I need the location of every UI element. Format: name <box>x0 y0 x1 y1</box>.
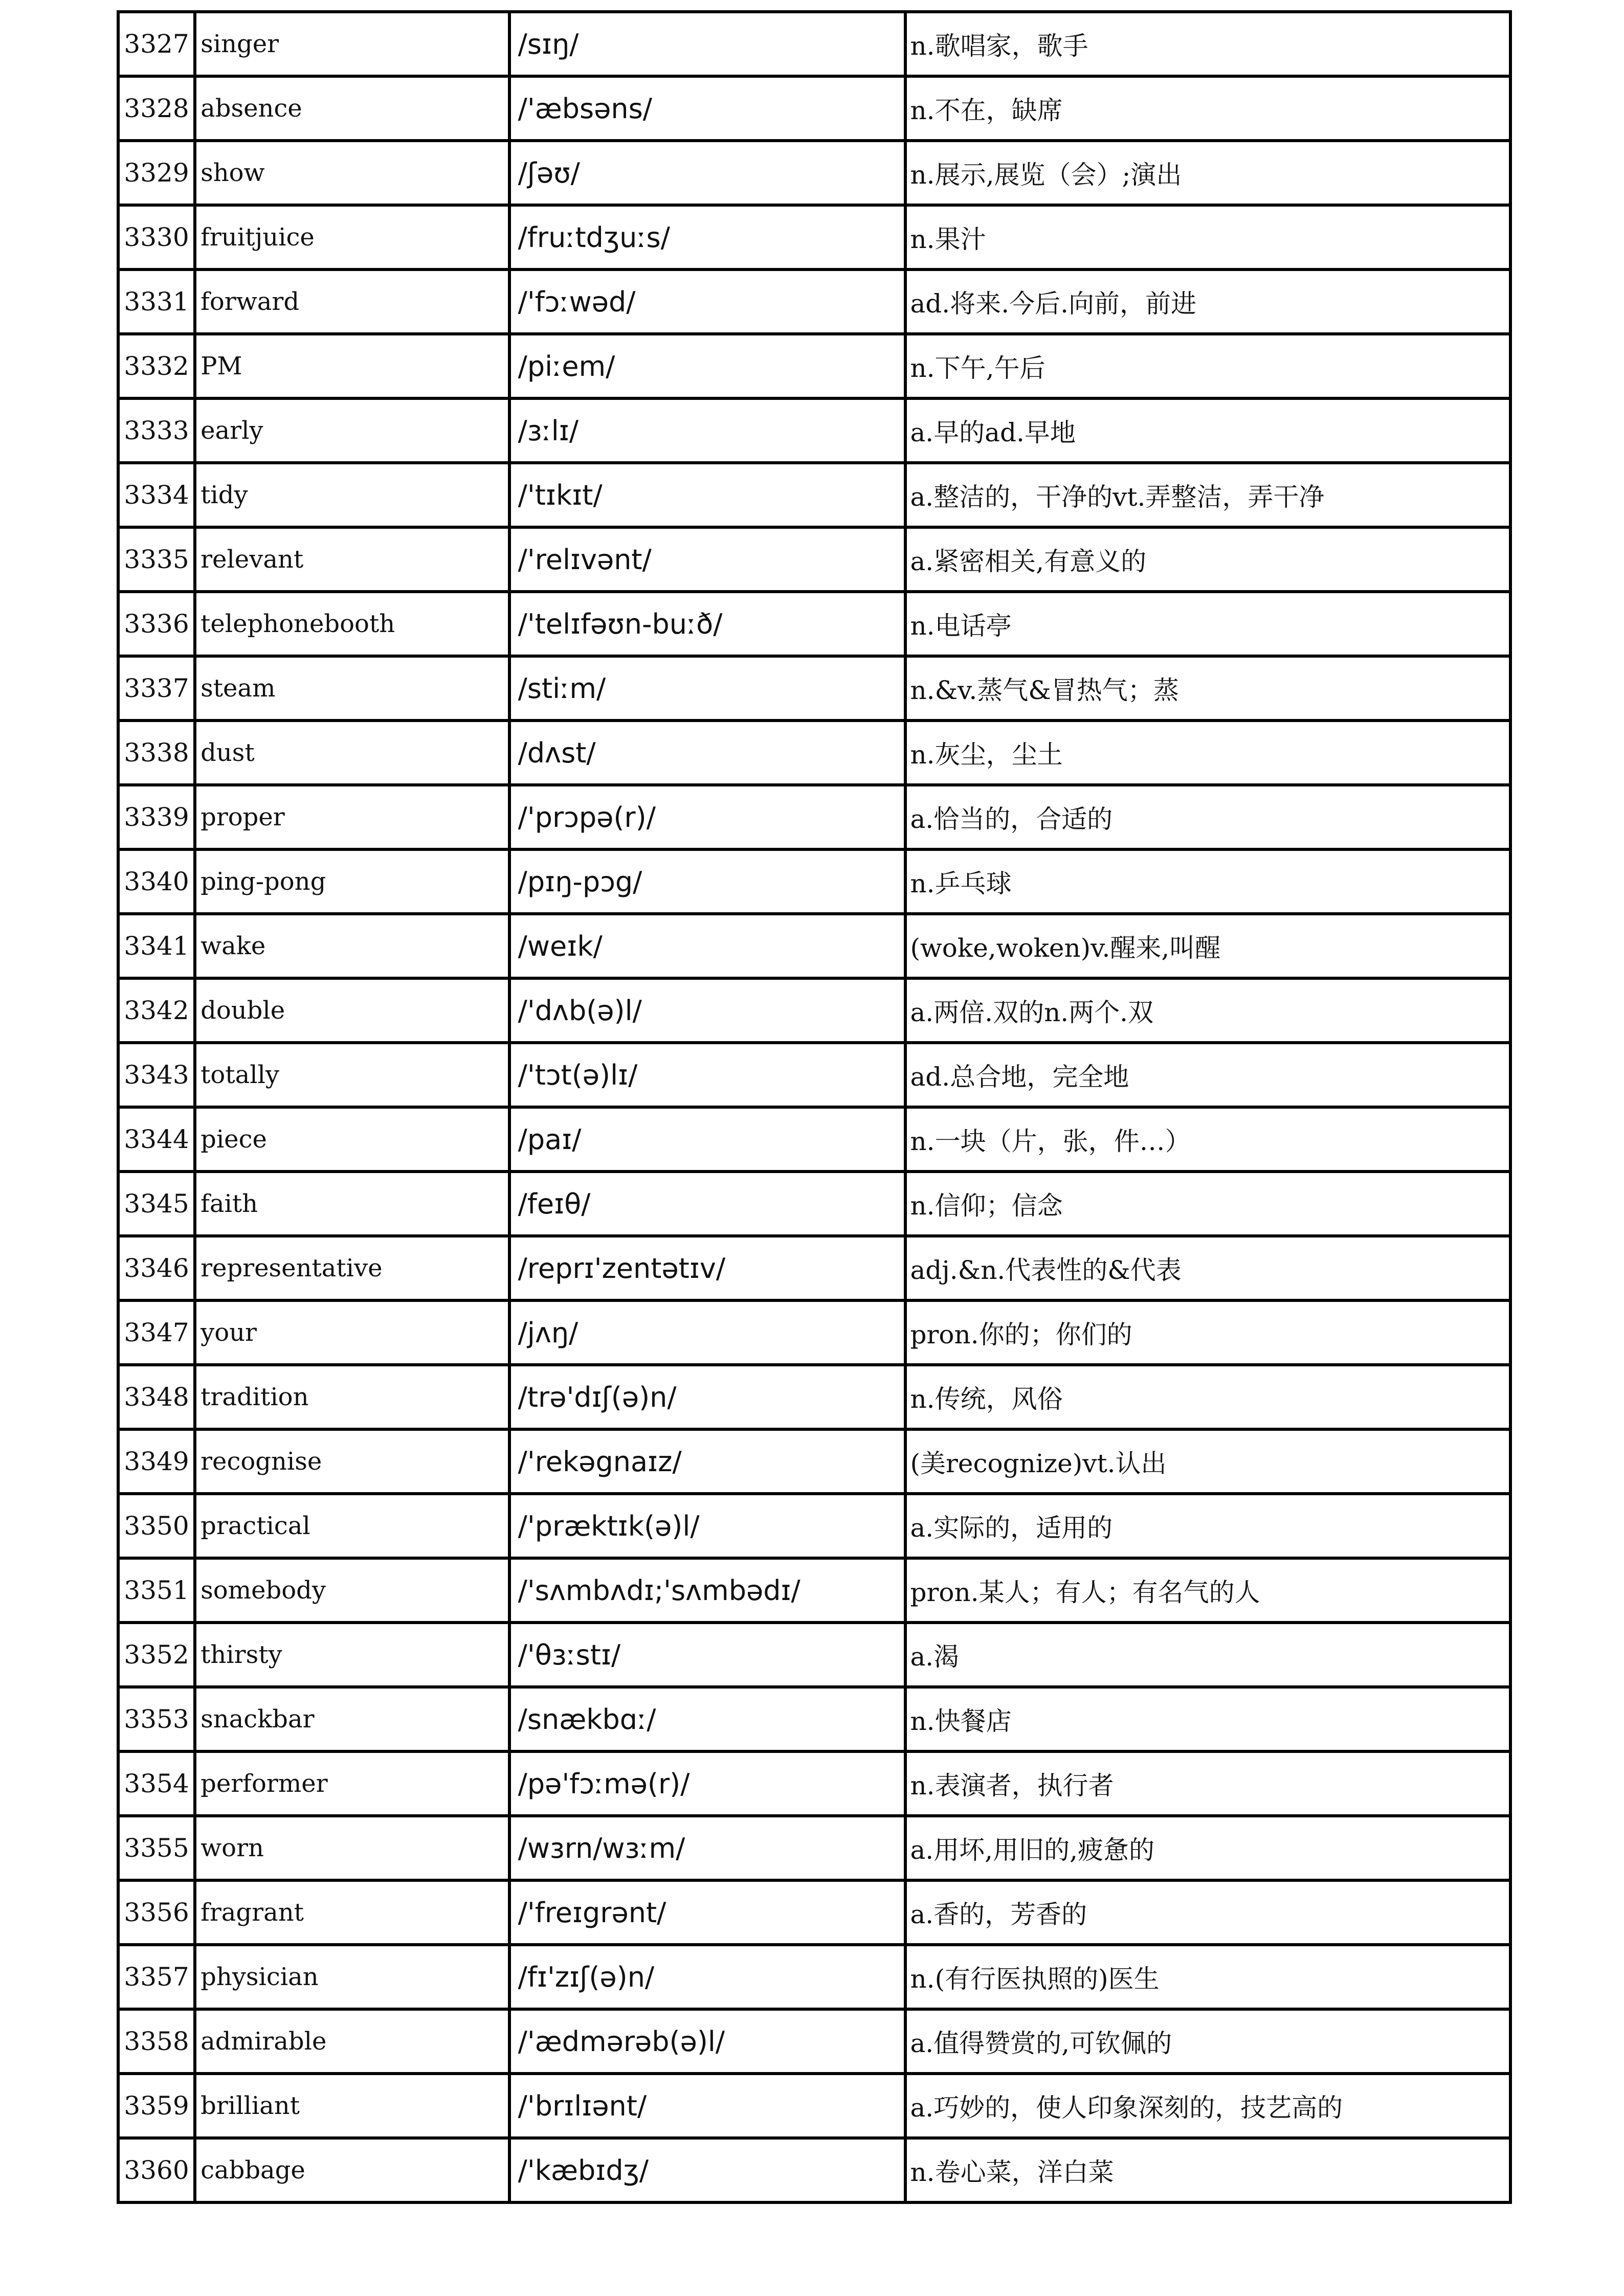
entry-word: PM <box>195 334 509 398</box>
table-row <box>118 656 1510 721</box>
table-row <box>118 1429 1510 1494</box>
entry-pronunciation: /wɜrn/wɜːm/ <box>509 1816 906 1880</box>
entry-number: 3360 <box>118 2138 195 2202</box>
entry-pronunciation: /fruːtdʒuːs/ <box>509 205 906 269</box>
entry-pronunciation: /dʌst/ <box>509 721 906 785</box>
table-row <box>118 1751 1510 1816</box>
entry-number: 3345 <box>118 1172 195 1236</box>
entry-pronunciation: /ɜːlɪ/ <box>509 398 906 463</box>
entry-number: 3338 <box>118 721 195 785</box>
entry-number: 3335 <box>118 527 195 592</box>
entry-pronunciation: /piːem/ <box>509 334 906 398</box>
entry-pronunciation: /stiːm/ <box>509 656 906 721</box>
entry-number: 3330 <box>118 205 195 269</box>
entry-definition: n.歌唱家，歌手 <box>905 12 1510 76</box>
table-row <box>118 1623 1510 1687</box>
entry-word: totally <box>195 1043 509 1107</box>
entry-word: wake <box>195 914 509 978</box>
table-row <box>118 1558 1510 1623</box>
entry-number: 3356 <box>118 1880 195 1945</box>
entry-word: your <box>195 1300 509 1365</box>
entry-pronunciation: /weɪk/ <box>509 914 906 978</box>
entry-pronunciation: /'æbsəns/ <box>509 76 906 141</box>
entry-definition: a.值得赞赏的,可钦佩的 <box>905 2009 1510 2074</box>
entry-pronunciation: /'præktɪk(ə)l/ <box>509 1494 906 1558</box>
table-row <box>118 849 1510 914</box>
entry-definition: ad.总合地，完全地 <box>905 1043 1510 1107</box>
table-row <box>118 2074 1510 2138</box>
entry-definition: n.果汁 <box>905 205 1510 269</box>
entry-definition: (美recognize)vt.认出 <box>905 1429 1510 1494</box>
entry-definition: a.早的ad.早地 <box>905 398 1510 463</box>
entry-word: admirable <box>195 2009 509 2074</box>
entry-number: 3334 <box>118 463 195 527</box>
entry-pronunciation: /'rekəgnaɪz/ <box>509 1429 906 1494</box>
entry-pronunciation: /paɪ/ <box>509 1107 906 1172</box>
table-row <box>118 721 1510 785</box>
entry-word: fruitjuice <box>195 205 509 269</box>
table-row <box>118 592 1510 656</box>
entry-word: absence <box>195 76 509 141</box>
table-row <box>118 334 1510 398</box>
entry-definition: adj.&n.代表性的&代表 <box>905 1236 1510 1300</box>
entry-word: piece <box>195 1107 509 1172</box>
table-row <box>118 785 1510 849</box>
table-row <box>118 141 1510 205</box>
entry-word: performer <box>195 1751 509 1816</box>
entry-definition: a.恰当的，合适的 <box>905 785 1510 849</box>
entry-definition: a.实际的，适用的 <box>905 1494 1510 1558</box>
entry-pronunciation: /fɪ'zɪʃ(ə)n/ <box>509 1945 906 2009</box>
entry-number: 3348 <box>118 1365 195 1429</box>
entry-definition: n.(有行医执照的)医生 <box>905 1945 1510 2009</box>
table-row <box>118 1300 1510 1365</box>
entry-word: worn <box>195 1816 509 1880</box>
entry-number: 3355 <box>118 1816 195 1880</box>
entry-word: brilliant <box>195 2074 509 2138</box>
entry-definition: a.香的，芳香的 <box>905 1880 1510 1945</box>
table-row <box>118 76 1510 141</box>
entry-word: physician <box>195 1945 509 2009</box>
entry-definition: ad.将来.今后.向前，前进 <box>905 269 1510 334</box>
entry-definition: n.表演者，执行者 <box>905 1751 1510 1816</box>
entry-pronunciation: /sɪŋ/ <box>509 12 906 76</box>
entry-pronunciation: /'ædmərəb(ə)l/ <box>509 2009 906 2074</box>
table-row <box>118 914 1510 978</box>
table-row <box>118 205 1510 269</box>
entry-definition: a.用坏,用旧的,疲惫的 <box>905 1816 1510 1880</box>
entry-word: faith <box>195 1172 509 1236</box>
table-row <box>118 527 1510 592</box>
entry-word: cabbage <box>195 2138 509 2202</box>
table-row <box>118 2138 1510 2202</box>
entry-pronunciation: /'relɪvənt/ <box>509 527 906 592</box>
table-row <box>118 398 1510 463</box>
entry-pronunciation: /pɪŋ-pɔg/ <box>509 849 906 914</box>
entry-word: early <box>195 398 509 463</box>
entry-word: tradition <box>195 1365 509 1429</box>
table-row <box>118 1494 1510 1558</box>
entry-number: 3331 <box>118 269 195 334</box>
entry-definition: n.展示,展览（会）;演出 <box>905 141 1510 205</box>
entry-pronunciation: /'sʌmbʌdɪ;'sʌmbədɪ/ <box>509 1558 906 1623</box>
entry-number: 3354 <box>118 1751 195 1816</box>
entry-word: thirsty <box>195 1623 509 1687</box>
table-row <box>118 1236 1510 1300</box>
entry-definition: n.一块（片，张，件…） <box>905 1107 1510 1172</box>
entry-pronunciation: /'kæbɪdʒ/ <box>509 2138 906 2202</box>
entry-pronunciation: /'telɪfəʊn-buːð/ <box>509 592 906 656</box>
entry-number: 3340 <box>118 849 195 914</box>
entry-pronunciation: /'freɪgrənt/ <box>509 1880 906 1945</box>
table-row <box>118 1365 1510 1429</box>
vocabulary-table-body <box>118 12 1510 2202</box>
entry-number: 3327 <box>118 12 195 76</box>
table-row <box>118 978 1510 1043</box>
entry-definition: n.乒乓球 <box>905 849 1510 914</box>
table-row <box>118 1816 1510 1880</box>
entry-number: 3343 <box>118 1043 195 1107</box>
table-row <box>118 1945 1510 2009</box>
entry-number: 3332 <box>118 334 195 398</box>
entry-pronunciation: /'tɔt(ə)lɪ/ <box>509 1043 906 1107</box>
entry-word: dust <box>195 721 509 785</box>
entry-definition: (woke,woken)v.醒来,叫醒 <box>905 914 1510 978</box>
entry-pronunciation: /reprɪ'zentətɪv/ <box>509 1236 906 1300</box>
entry-definition: a.两倍.双的n.两个.双 <box>905 978 1510 1043</box>
entry-word: show <box>195 141 509 205</box>
entry-word: practical <box>195 1494 509 1558</box>
table-row <box>118 1172 1510 1236</box>
entry-number: 3341 <box>118 914 195 978</box>
entry-pronunciation: /ʃəʊ/ <box>509 141 906 205</box>
table-row <box>118 269 1510 334</box>
entry-number: 3357 <box>118 1945 195 2009</box>
entry-word: double <box>195 978 509 1043</box>
entry-pronunciation: /'tɪkɪt/ <box>509 463 906 527</box>
table-row <box>118 2009 1510 2074</box>
entry-word: tidy <box>195 463 509 527</box>
entry-definition: a.渴 <box>905 1623 1510 1687</box>
entry-definition: n.电话亭 <box>905 592 1510 656</box>
entry-pronunciation: /feɪθ/ <box>509 1172 906 1236</box>
vocabulary-table <box>117 10 1512 2204</box>
entry-pronunciation: /'dʌb(ə)l/ <box>509 978 906 1043</box>
entry-number: 3329 <box>118 141 195 205</box>
entry-word: forward <box>195 269 509 334</box>
entry-number: 3349 <box>118 1429 195 1494</box>
entry-pronunciation: /snækbɑː/ <box>509 1687 906 1751</box>
entry-definition: n.传统，风俗 <box>905 1365 1510 1429</box>
entry-number: 3352 <box>118 1623 195 1687</box>
entry-word: fragrant <box>195 1880 509 1945</box>
entry-definition: n.快餐店 <box>905 1687 1510 1751</box>
table-row <box>118 12 1510 76</box>
entry-word: relevant <box>195 527 509 592</box>
entry-word: somebody <box>195 1558 509 1623</box>
entry-definition: a.紧密相关,有意义的 <box>905 527 1510 592</box>
entry-definition: a.整洁的，干净的vt.弄整洁，弄干净 <box>905 463 1510 527</box>
entry-number: 3350 <box>118 1494 195 1558</box>
entry-pronunciation: /pə'fɔːmə(r)/ <box>509 1751 906 1816</box>
entry-definition: n.灰尘，尘土 <box>905 721 1510 785</box>
entry-word: steam <box>195 656 509 721</box>
entry-pronunciation: /'fɔːwəd/ <box>509 269 906 334</box>
entry-number: 3339 <box>118 785 195 849</box>
entry-number: 3346 <box>118 1236 195 1300</box>
entry-word: recognise <box>195 1429 509 1494</box>
entry-number: 3336 <box>118 592 195 656</box>
entry-word: proper <box>195 785 509 849</box>
entry-number: 3359 <box>118 2074 195 2138</box>
entry-definition: n.卷心菜，洋白菜 <box>905 2138 1510 2202</box>
entry-definition: pron.你的；你们的 <box>905 1300 1510 1365</box>
entry-pronunciation: /trə'dɪʃ(ə)n/ <box>509 1365 906 1429</box>
table-row <box>118 1107 1510 1172</box>
entry-number: 3328 <box>118 76 195 141</box>
entry-number: 3353 <box>118 1687 195 1751</box>
entry-number: 3344 <box>118 1107 195 1172</box>
entry-number: 3351 <box>118 1558 195 1623</box>
entry-word: singer <box>195 12 509 76</box>
entry-number: 3337 <box>118 656 195 721</box>
entry-number: 3347 <box>118 1300 195 1365</box>
entry-number: 3342 <box>118 978 195 1043</box>
entry-definition: a.巧妙的，使人印象深刻的，技艺高的 <box>905 2074 1510 2138</box>
table-row <box>118 1880 1510 1945</box>
table-row <box>118 1687 1510 1751</box>
entry-word: representative <box>195 1236 509 1300</box>
entry-pronunciation: /'θɜːstɪ/ <box>509 1623 906 1687</box>
entry-pronunciation: /'prɔpə(r)/ <box>509 785 906 849</box>
entry-number: 3333 <box>118 398 195 463</box>
entry-word: ping-pong <box>195 849 509 914</box>
entry-definition: n.不在，缺席 <box>905 76 1510 141</box>
table-row <box>118 1043 1510 1107</box>
entry-word: snackbar <box>195 1687 509 1751</box>
table-row <box>118 463 1510 527</box>
entry-definition: pron.某人；有人；有名气的人 <box>905 1558 1510 1623</box>
entry-definition: n.信仰；信念 <box>905 1172 1510 1236</box>
entry-definition: n.下午,午后 <box>905 334 1510 398</box>
entry-word: telephonebooth <box>195 592 509 656</box>
entry-definition: n.&v.蒸气&冒热气；蒸 <box>905 656 1510 721</box>
entry-pronunciation: /jʌŋ/ <box>509 1300 906 1365</box>
entry-number: 3358 <box>118 2009 195 2074</box>
entry-pronunciation: /'brɪlɪənt/ <box>509 2074 906 2138</box>
